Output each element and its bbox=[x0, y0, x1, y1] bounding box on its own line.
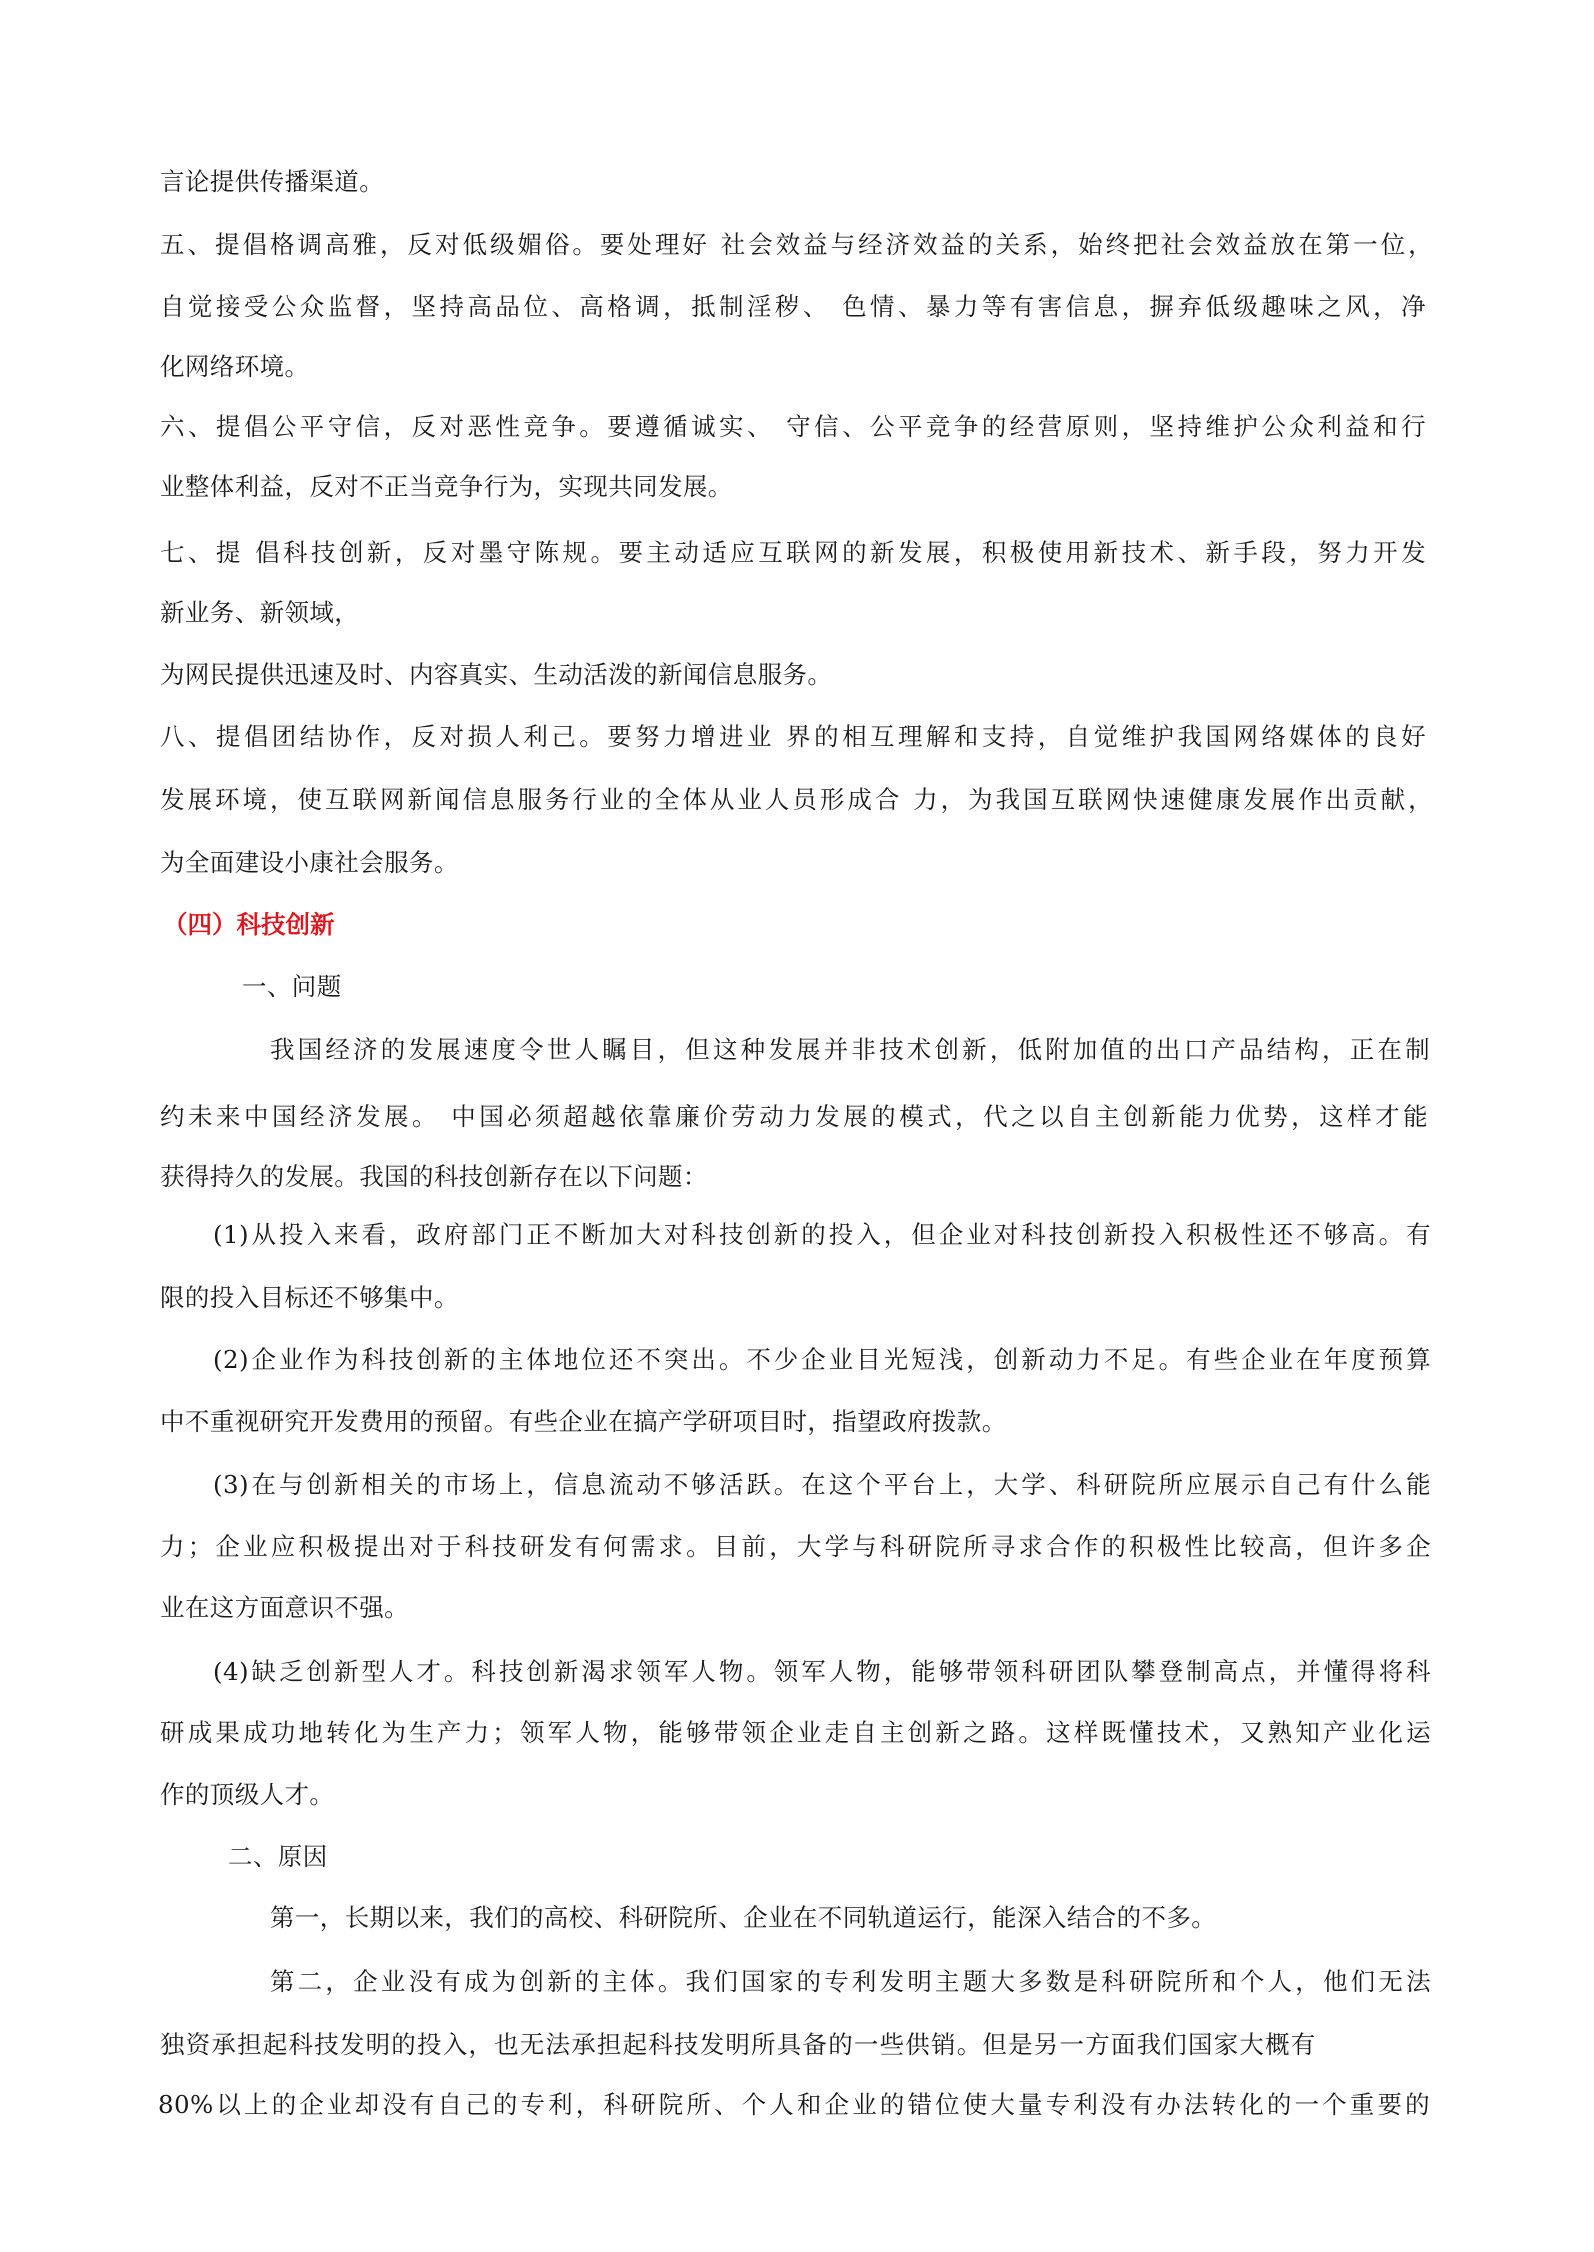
text-line: 中不重视研究开发费用的预留。有些企业在搞产学研项目时，指望政府拨款。 bbox=[160, 1407, 1007, 1436]
subheading-causes: 二、原因 bbox=[228, 1842, 328, 1871]
text-line: 发展环境，使互联网新闻信息服务行业的全体从业人员形成合 力，为我国互联网快速健康发展作出贡献， bbox=[160, 785, 1433, 814]
text-line: 五、提倡格调高雅，反对低级媚俗。要处理好 社会效益与经济效益的关系，始终把社会效益放在第一位， bbox=[160, 230, 1433, 259]
text-line: 言论提供传播渠道。 bbox=[160, 167, 385, 196]
text-line: 研成果成功地转化为生产力；领军人物，能够带领企业走自主创新之路。这样既懂技术，又熟知产业化运 bbox=[160, 1718, 1431, 1747]
text-line: 作的顶级人才。 bbox=[160, 1780, 335, 1809]
text-line: 七、提 倡科技创新，反对墨守陈规。要主动适应互联网的新发展，积极使用新技术、新手段，努力开发 bbox=[160, 538, 1426, 567]
text-line: 获得持久的发展。我国的科技创新存在以下问题： bbox=[160, 1162, 708, 1191]
text-line: 业在这方面意识不强。 bbox=[160, 1593, 409, 1622]
text-line: 八、提倡团结协作，反对损人利己。要努力增进业 界的相互理解和支持，自觉维护我国网络媒体的良好 bbox=[160, 722, 1426, 751]
subheading-problems: 一、问题 bbox=[242, 972, 342, 1001]
section-heading: （四）科技创新 bbox=[163, 910, 335, 939]
text-line: (3)在与创新相关的市场上，信息流动不够活跃。在这个平台上，大学、科研院所应展示自己有什么能 bbox=[213, 1470, 1431, 1499]
text-line: 我国经济的发展速度令世人瞩目，但这种发展并非技术创新，低附加值的出口产品结构，正在制 bbox=[270, 1035, 1430, 1064]
text-line: 约未来中国经济发展。 中国必须超越依靠廉价劳动力发展的模式，代之以自主创新能力优势，这样才能 bbox=[160, 1102, 1428, 1131]
text-line: 六、提倡公平守信，反对恶性竞争。要遵循诚实、 守信、公平竞争的经营原则，坚持维护公众利益和行 bbox=[160, 412, 1426, 441]
text-line: 为网民提供迅速及时、内容真实、生动活泼的新闻信息服务。 bbox=[160, 660, 833, 689]
text-line: 新业务、新领域， bbox=[160, 598, 360, 627]
text-line: (1)从投入来看，政府部门正不断加大对科技创新的投入，但企业对科技创新投入积极性还不够高。有 bbox=[213, 1220, 1431, 1249]
text-line: 业整体利益，反对不正当竞争行为，实现共同发展。 bbox=[160, 472, 733, 501]
text-line: 独资承担起科技发明的投入，也无法承担起科技发明所具备的一些供销。但是另一方面我们国家大概有 bbox=[160, 2030, 1317, 2059]
text-line: 化网络环境。 bbox=[160, 352, 310, 381]
text-line: 自觉接受公众监督，坚持高品位、高格调，抵制淫秽、 色情、暴力等有害信息，摒弃低级趣味之风，净 bbox=[160, 292, 1426, 321]
text-line: 为全面建设小康社会服务。 bbox=[160, 848, 459, 877]
text-line: (2)企业作为科技创新的主体地位还不突出。不少企业目光短浅，创新动力不足。有些企业在年度预算 bbox=[213, 1345, 1431, 1374]
text-line: (4)缺乏创新型人才。科技创新渴求领军人物。领军人物，能够带领科研团队攀登制高点，并懂得将科 bbox=[213, 1657, 1431, 1686]
text-line: 第一，长期以来，我们的高校、科研院所、企业在不同轨道运行，能深入结合的不多。 bbox=[270, 1903, 1217, 1932]
text-line: 力；企业应积极提出对于科技研发有何需求。目前，大学与科研院所寻求合作的积极性比较高，但许多企 bbox=[160, 1532, 1431, 1561]
text-line: 80%以上的企业却没有自己的专利，科研院所、个人和企业的错位使大量专利没有办法转化的一个重要的 bbox=[158, 2090, 1430, 2119]
text-line: 限的投入目标还不够集中。 bbox=[160, 1283, 459, 1312]
text-line: 第二，企业没有成为创新的主体。我们国家的专利发明主题大多数是科研院所和个人，他们无法 bbox=[270, 1967, 1431, 1996]
